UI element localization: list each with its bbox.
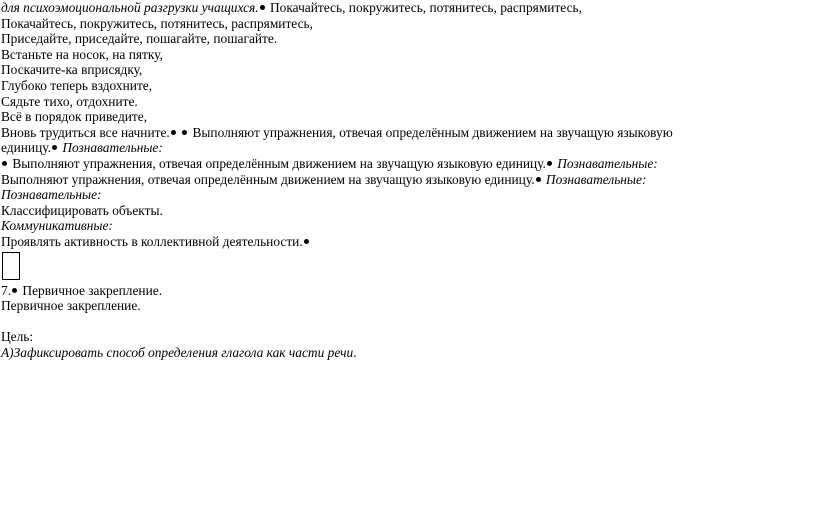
line-12-text: Выполняют упражнения, отвечая определённым движением на звучащую языковую единицу.	[1, 171, 535, 187]
bullet-icon	[536, 177, 541, 182]
line-4: Встаньте на носок, на пятку,	[1, 46, 163, 62]
bullet-icon	[304, 239, 309, 244]
line-9-text: Вновь трудиться все начните.	[1, 124, 170, 140]
bullet-icon	[12, 288, 17, 293]
line-3: Приседайте, приседайте, пошагайте, пошагайте.	[1, 31, 278, 47]
goal-text: А)Зафиксировать способ определения глагола как части речи	[1, 344, 354, 360]
intro-italic: для психоэмоциональной разгрузки учащихся.	[1, 0, 259, 15]
empty-cell-box	[2, 252, 20, 280]
line-14: Классифицировать объекты.	[1, 202, 163, 218]
goal-end: .	[353, 344, 357, 360]
line-10	[1, 140, 813, 156]
line-9	[1, 125, 813, 141]
line-15: Коммуникативные:	[1, 218, 113, 234]
bullet-icon	[2, 161, 7, 166]
line-6: Глубоко теперь вздохните,	[1, 77, 153, 93]
cognitive-label: Познавательные:	[62, 140, 163, 156]
line-11	[1, 156, 813, 172]
goal-label: Цель:	[1, 329, 34, 345]
line-17	[1, 283, 813, 299]
line-2: Покачайтесь, покружитесь, потянитесь, распрямитесь,	[1, 15, 313, 31]
cognitive-label: Познавательные:	[557, 155, 658, 171]
line-7: Сядьте тихо, отдохните.	[1, 93, 138, 109]
document-body	[1, 0, 813, 360]
line-16	[1, 234, 813, 250]
line-16-text: Проявлять активность в коллективной деятельности.	[1, 233, 303, 249]
line-1	[1, 0, 813, 16]
line-5: Поскачите-ка вприсядку,	[1, 62, 143, 78]
bullet-icon	[547, 161, 552, 166]
line-9-tail: Выполняют упражнения, отвечая определённым движением на звучащую языковую	[192, 124, 673, 140]
cognitive-label: Познавательные:	[545, 171, 647, 187]
bullet-icon	[182, 130, 187, 135]
bullet-icon	[52, 145, 57, 150]
section-title: Первичное закрепление.	[22, 282, 163, 298]
line-8: Всё в порядок приведите,	[1, 109, 148, 125]
line-20	[1, 345, 813, 361]
line-10-text: единицу.	[1, 140, 51, 156]
line-18: Первичное закрепление.	[1, 298, 141, 314]
bullet-icon	[171, 130, 176, 135]
blank-line	[1, 314, 813, 330]
line-12	[1, 172, 813, 188]
section-number: 7.	[1, 282, 12, 298]
line-13: Познавательные:	[1, 187, 102, 203]
bullet-icon	[260, 5, 265, 10]
exercise-line: Покачайтесь, покружитесь, потянитесь, распрямитесь,	[270, 0, 582, 15]
line-11-text: Выполняют упражнения, отвечая определённым движением на звучащую языковую единицу.	[12, 155, 546, 171]
